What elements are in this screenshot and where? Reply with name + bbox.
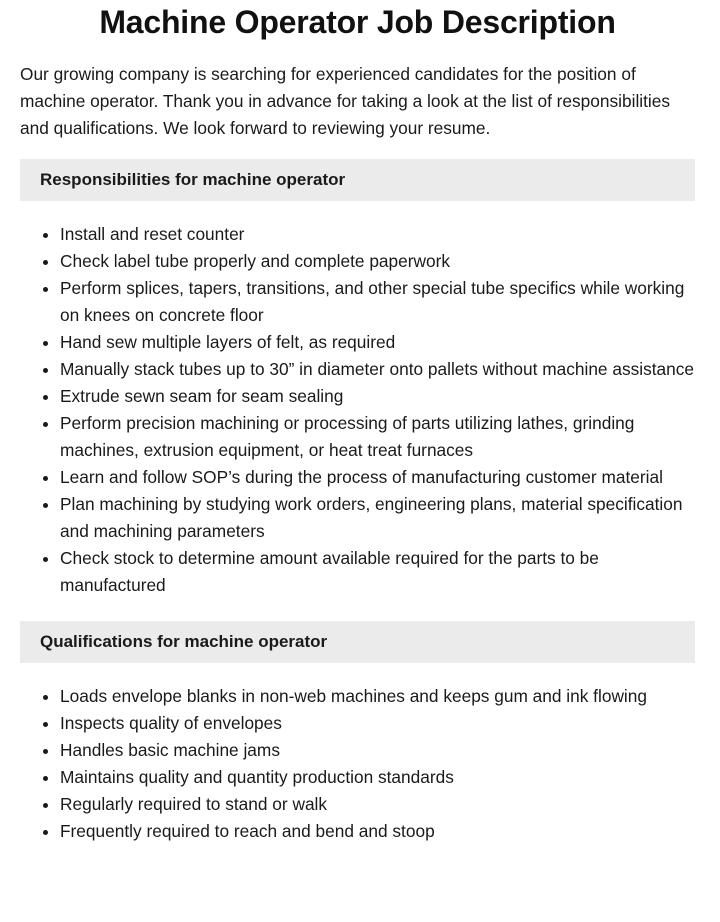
page-title: Machine Operator Job Description [99, 4, 616, 40]
list-item: Hand sew multiple layers of felt, as required [60, 329, 695, 356]
list-item: Learn and follow SOP’s during the process of manufacturing customer material [60, 464, 695, 491]
list-item: Extrude sewn seam for seam sealing [60, 383, 695, 410]
list-item: Perform splices, tapers, transitions, and other special tube specifics while working on knees on concrete floor [60, 275, 695, 329]
list-item: Inspects quality of envelopes [60, 710, 695, 737]
list-item: Loads envelope blanks in non-web machines and keeps gum and ink flowing [60, 683, 695, 710]
list-item: Install and reset counter [60, 221, 695, 248]
qualifications-heading: Qualifications for machine operator [20, 621, 695, 663]
list-item: Manually stack tubes up to 30” in diameter onto pallets without machine assistance [60, 356, 695, 383]
list-item: Frequently required to reach and bend and stoop [60, 818, 695, 845]
intro-paragraph: Our growing company is searching for experienced candidates for the position of machine operator. Thank you in advance for taking a look at the list of responsibilities and qualifications. We look forward to reviewing your resume. [20, 64, 671, 138]
list-item: Plan machining by studying work orders, engineering plans, material specification and machining parameters [60, 491, 695, 545]
list-item: Regularly required to stand or walk [60, 791, 695, 818]
list-item: Check stock to determine amount available required for the parts to be manufactured [60, 545, 695, 599]
list-item: Check label tube properly and complete paperwork [60, 248, 695, 275]
responsibilities-list [20, 221, 695, 599]
responsibilities-heading: Responsibilities for machine operator [20, 159, 695, 201]
list-item: Handles basic machine jams [60, 737, 695, 764]
qualifications-list [20, 683, 695, 845]
list-item: Maintains quality and quantity production standards [60, 764, 695, 791]
list-item: Perform precision machining or processing of parts utilizing lathes, grinding machines, extrusion equipment, or heat treat furnaces [60, 410, 695, 464]
